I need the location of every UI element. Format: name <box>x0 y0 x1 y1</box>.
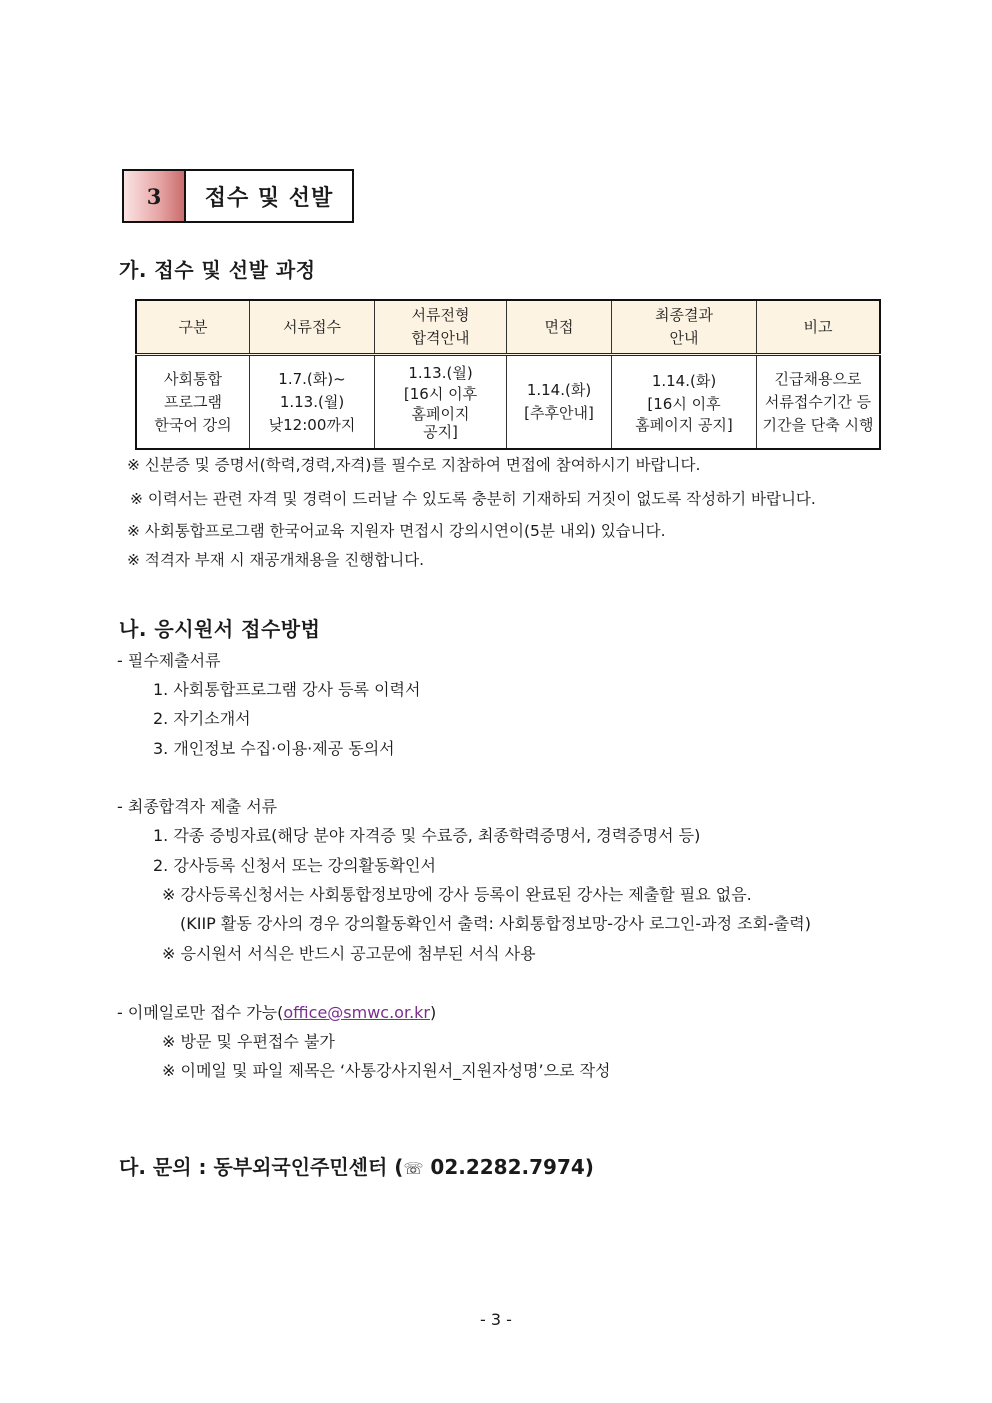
note-teaching-demo: ※ 사회통합프로그램 한국어교육 지원자 면접시 강의시연이(5분 내외) 있습니다. <box>127 522 666 540</box>
header-final-result: 최종결과 안내 <box>612 300 757 355</box>
list-item: 2. 강사등록 신청서 또는 강의활동확인서 <box>153 856 436 875</box>
table-header-row <box>136 300 880 355</box>
contact-phone: 02.2282.7974 <box>423 1155 585 1179</box>
heading-application-method: 나. 응시원서 접수방법 <box>119 617 321 641</box>
section-number: 3 <box>124 171 186 221</box>
final-documents-title: - 최종합격자 제출 서류 <box>117 797 278 816</box>
heading-selection-process: 가. 접수 및 선발 과정 <box>119 258 316 282</box>
note-id-documents: ※ 신분증 및 증명서(학력,경력,자격)를 필수로 지참하여 면접에 참여하시기 바랍니다. <box>127 456 701 474</box>
header-document-submission: 서류접수 <box>250 300 375 355</box>
page-number: - 3 - <box>480 1310 512 1329</box>
cell-category: 사회통합 프로그램 한국어 강의 <box>136 355 250 450</box>
header-interview: 면접 <box>507 300 612 355</box>
cell-interview: 1.14.(화) [추후안내] <box>507 355 612 450</box>
section-header <box>122 169 354 223</box>
note-email-subject: ※ 이메일 및 파일 제목은 ‘사통강사지원서_지원자성명’으로 작성 <box>162 1061 611 1080</box>
contact-suffix: ) <box>584 1155 594 1179</box>
note-resume: ※ 이력서는 관련 자격 및 경력이 드러날 수 있도록 충분히 기재하되 거짓이 없도록 작성하기 바랍니다. <box>130 490 816 508</box>
email-suffix: ) <box>430 1003 437 1022</box>
contact-heading <box>119 1151 594 1180</box>
cell-document-submission: 1.7.(화)~ 1.13.(월) 낮12:00까지 <box>250 355 375 450</box>
note-form: ※ 응시원서 서식은 반드시 공고문에 첨부된 서식 사용 <box>162 944 536 963</box>
email-only-line <box>117 1000 436 1023</box>
note-rehire: ※ 적격자 부재 시 재공개채용을 진행합니다. <box>127 551 425 569</box>
note-registration: ※ 강사등록신청서는 사회통합정보망에 강사 등록이 완료된 강사는 제출할 필요 없음. <box>162 885 752 904</box>
list-item: 2. 자기소개서 <box>153 709 251 728</box>
note-no-visit: ※ 방문 및 우편접수 불가 <box>162 1032 335 1051</box>
header-document-result: 서류전형 합격안내 <box>375 300 507 355</box>
header-category: 구분 <box>136 300 250 355</box>
cell-final-result: 1.14.(화) [16시 이후 홈페이지 공지] <box>612 355 757 450</box>
section-title: 접수 및 선발 <box>204 185 334 211</box>
contact-prefix: 다. 문의 : 동부외국인주민센터 ( <box>119 1155 404 1179</box>
list-item: 1. 사회통합프로그램 강사 등록 이력서 <box>153 680 421 699</box>
note-kiip: (KIIP 활동 강사의 경우 강의활동확인서 출력: 사회통합정보망-강사 로그인-과정 조회-출력) <box>180 914 811 933</box>
table-row <box>136 355 880 450</box>
header-remarks: 비고 <box>757 300 881 355</box>
list-item: 3. 개인정보 수집·이용·제공 동의서 <box>153 739 395 758</box>
email-link[interactable]: office@smwc.or.kr <box>283 1003 431 1022</box>
phone-icon: ☏ <box>403 1159 424 1178</box>
required-documents-title: - 필수제출서류 <box>117 651 221 670</box>
cell-remarks: 긴급채용으로 서류접수기간 등 기간을 단축 시행 <box>757 355 881 450</box>
list-item: 1. 각종 증빙자료(해당 분야 자격증 및 수료증, 최종학력증명서, 경력증명서 등) <box>153 826 701 845</box>
schedule-table <box>135 299 881 450</box>
cell-document-result: 1.13.(월) [16시 이후 홈페이지 공지] <box>375 355 507 450</box>
email-prefix: - 이메일로만 접수 가능( <box>117 1003 284 1022</box>
